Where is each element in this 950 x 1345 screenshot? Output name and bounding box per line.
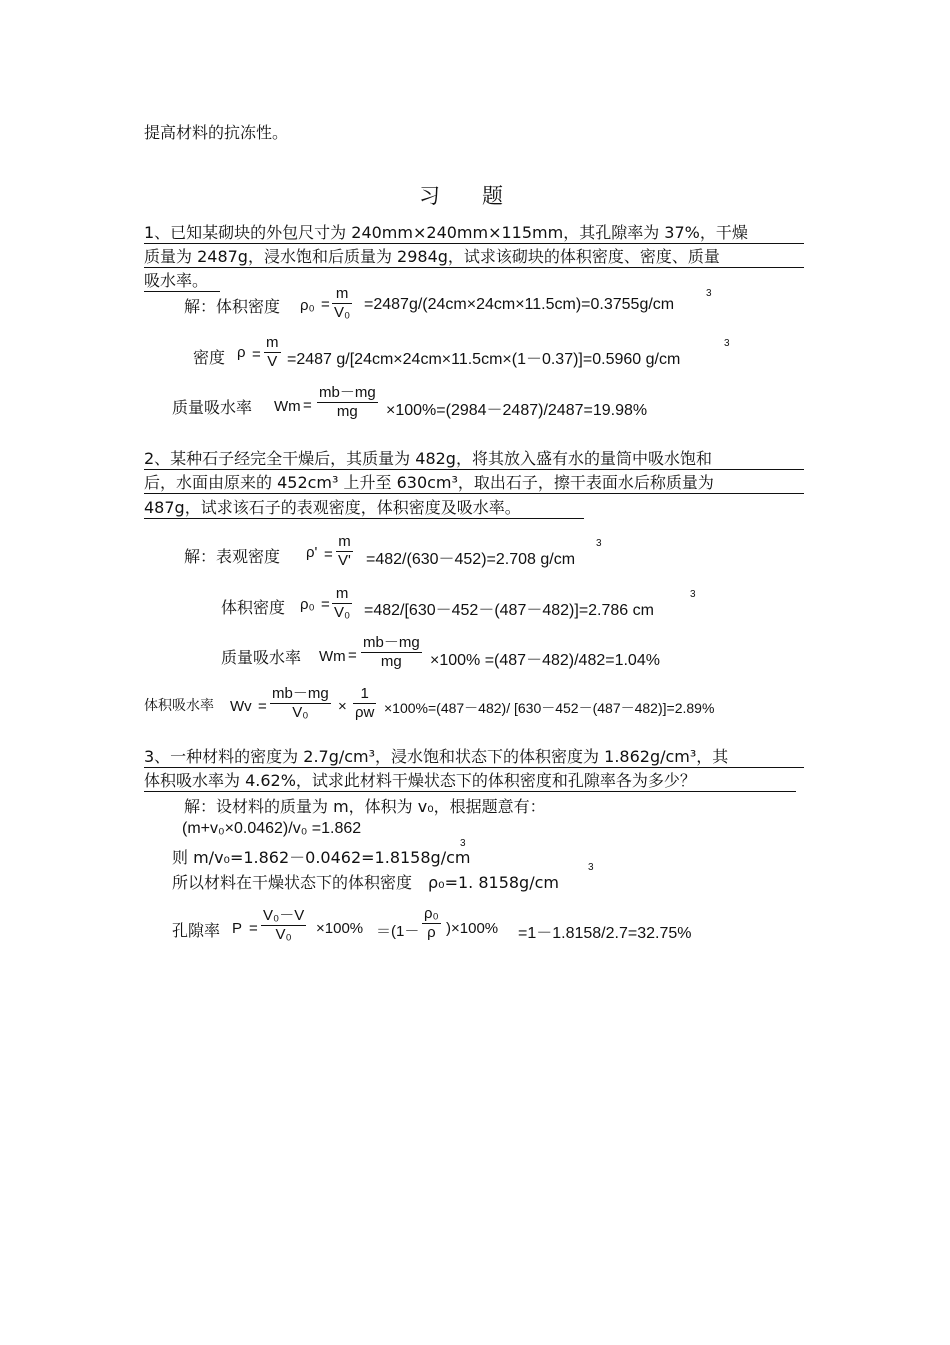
times-sign: × — [338, 698, 347, 715]
wm-symbol: Wm — [319, 648, 346, 665]
close-times-100: )×100% — [446, 920, 499, 937]
fraction-absorption — [361, 634, 422, 671]
denominator: V₀ — [275, 926, 292, 943]
sup-3: 3 — [588, 862, 594, 873]
q1-label-3: 质量吸水率 — [172, 398, 253, 417]
equals-sign: = — [258, 698, 267, 715]
numerator: 1 — [360, 685, 369, 702]
fraction-m-over-v0 — [332, 585, 352, 622]
q2-label-4: 体积吸水率 — [144, 698, 214, 714]
denominator: V₀ — [334, 604, 351, 621]
q1-sol-label-1: 解：体积密度 — [184, 297, 281, 316]
denominator: ρw — [355, 704, 375, 721]
numerator: m — [338, 533, 351, 550]
q2-sol-3: ×100% =(487－482)/482=1.04% — [430, 652, 660, 669]
times-100: ×100% — [316, 920, 364, 937]
fraction-1-over-rhow — [353, 685, 376, 722]
rho0-symbol: ρ₀ — [300, 596, 315, 613]
q2-label-1: 解：表观密度 — [184, 547, 281, 566]
q3-sol-4: 所以材料在干燥状态下的体积密度 ρ₀=1. 8158g/cm — [172, 873, 559, 892]
equals-sign: = — [321, 596, 330, 613]
rho0-symbol: ρ₀ — [300, 297, 315, 314]
equals-sign: = — [321, 296, 330, 313]
numerator: m — [266, 334, 279, 351]
sup-3: 3 — [690, 589, 696, 600]
q3-sol-3: 则 m/v₀=1.862－0.0462=1.8158g/cm — [172, 848, 471, 867]
q2-label-3: 质量吸水率 — [221, 648, 302, 667]
rho-prime-symbol: ρ' — [306, 544, 318, 561]
q2-line2: 后，水面由原来的 452cm³ 上升至 630cm³，取出石子，擦干表面水后称质量为 — [144, 470, 804, 494]
denominator: V — [267, 353, 278, 370]
sup-3: 3 — [724, 338, 730, 349]
q1-label-2: 密度 — [193, 348, 226, 367]
numerator: mb－mg — [319, 384, 376, 401]
q1-sol-3: ×100%=(2984－2487)/2487=19.98% — [386, 402, 648, 419]
numerator: mb－mg — [272, 685, 329, 702]
denominator: V' — [338, 552, 351, 569]
numerator: V₀－V — [263, 907, 305, 924]
equals-sign: = — [348, 647, 357, 664]
equals-sign: = — [324, 546, 333, 563]
q1-line2: 质量为 2487g，浸水饱和后质量为 2984g，试求该砌块的体积密度、密度、质量 — [144, 244, 804, 268]
q3-sol-1: 解：设材料的质量为 m，体积为 v₀，根据题意有： — [184, 797, 546, 816]
wv-symbol: Wv — [230, 698, 252, 715]
wm-symbol: Wm — [274, 398, 301, 415]
q3-line2: 体积吸水率为 4.62%，试求此材料干燥状态下的体积密度和孔隙率各为多少？ — [144, 768, 796, 792]
denominator: mg — [380, 653, 402, 670]
denominator: mg — [336, 403, 358, 420]
q3-label-5: 孔隙率 — [172, 921, 221, 940]
denominator: V₀ — [334, 304, 351, 321]
fraction-porosity — [261, 907, 306, 944]
intro-tail-text: 提高材料的抗冻性。 — [144, 123, 289, 142]
equals-sign: = — [303, 397, 312, 414]
fraction-mb-mg-over-v0 — [270, 685, 331, 722]
q2-line3: 487g，试求该石子的表观密度，体积密度及吸水率。 — [144, 495, 584, 519]
q1-sol-1: =2487g/(24cm×24cm×11.5cm)=0.3755g/cm — [364, 296, 675, 313]
sup-3: 3 — [706, 288, 712, 299]
sup-3: 3 — [596, 538, 602, 549]
numerator: ρ₀ — [424, 905, 439, 922]
equals-sign: = — [249, 920, 258, 937]
fraction-m-over-v0 — [332, 285, 352, 322]
q1-line3: 吸水率。 — [144, 268, 220, 292]
numerator: m — [335, 585, 349, 602]
one-minus: ＝(1－ — [376, 923, 420, 940]
section-title: 习题 — [419, 184, 545, 208]
equals-sign: = — [252, 346, 261, 363]
fraction-m-over-vprime — [336, 533, 353, 570]
q2-line1: 2、某种石子经完全干燥后，其质量为 482g，将其放入盛有水的量筒中吸水饱和 — [144, 446, 804, 470]
q3-sol-2: (m+v₀×0.0462)/v₀ =1.862 — [182, 820, 362, 837]
numerator: mb－mg — [363, 634, 420, 651]
fraction-rho0-over-rho — [422, 905, 441, 942]
q2-sol-2: =482/[630－452－(487－482)]=2.786 cm — [364, 602, 654, 619]
p-symbol: P — [232, 920, 243, 937]
q1-sol-2: =2487 g/[24cm×24cm×11.5cm×(1－0.37)]=0.5960 g/cm — [287, 351, 681, 368]
fraction-absorption — [317, 384, 378, 421]
q2-sol-1: =482/(630－452)=2.708 g/cm — [366, 551, 576, 568]
q3-sol-5: =1－1.8158/2.7=32.75% — [518, 925, 692, 942]
fraction-m-over-v — [264, 334, 281, 371]
q1-line1: 1、已知某砌块的外包尺寸为 240mm×240mm×115mm，其孔隙率为 37%，干燥 — [144, 220, 804, 244]
denominator: ρ — [427, 924, 436, 941]
q3-line1: 3、一种材料的密度为 2.7g/cm³，浸水饱和状态下的体积密度为 1.862g/cm³，其 — [144, 744, 804, 768]
q2-label-2: 体积密度 — [221, 598, 286, 617]
numerator: m — [335, 285, 349, 302]
rho-symbol: ρ — [237, 344, 246, 361]
denominator: V₀ — [292, 704, 309, 721]
sup-3: 3 — [460, 838, 466, 849]
q2-sol-4: ×100%=(487－482)/ [630－452－(487－482)]=2.89% — [384, 700, 715, 716]
